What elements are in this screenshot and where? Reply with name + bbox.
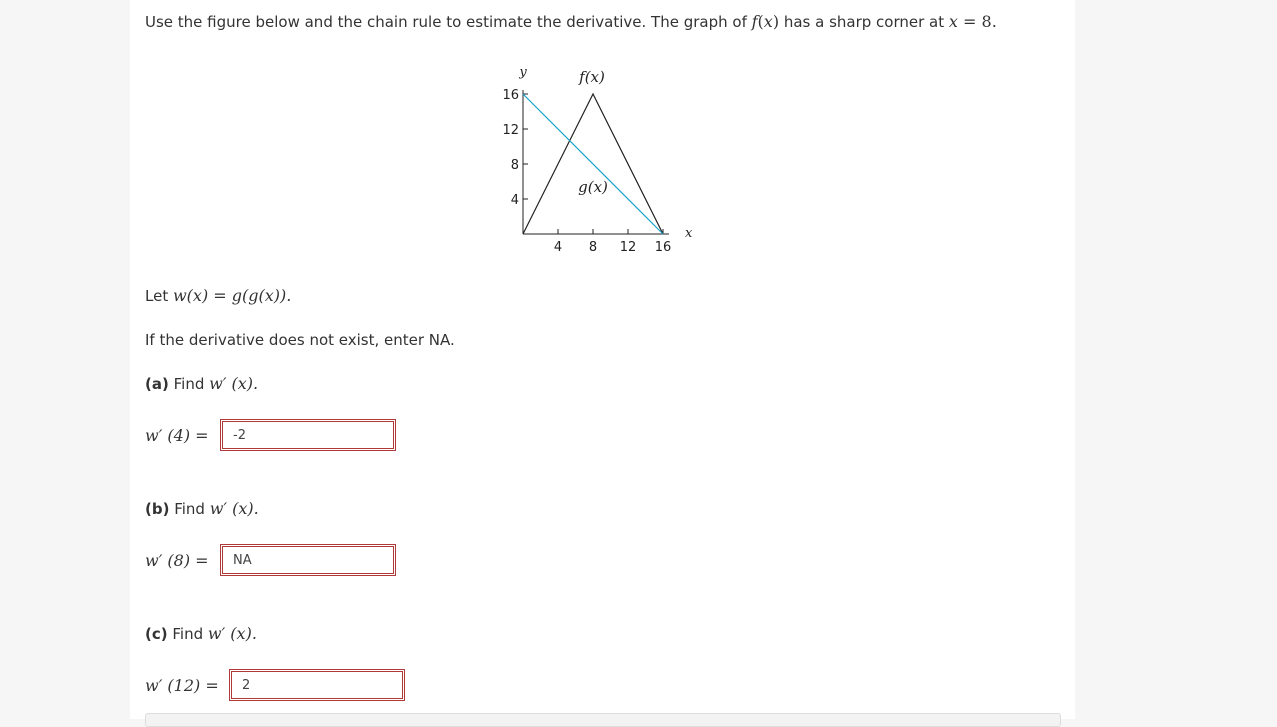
part-a-answer-row — [145, 419, 209, 451]
part-b-prompt — [145, 499, 259, 519]
part-c-find-text: Find — [167, 625, 208, 643]
part-b-find-text: Find — [169, 500, 210, 518]
part-a-find-math: w′ (x). — [209, 374, 259, 393]
y-tick-label: 4 — [510, 193, 519, 208]
y-tick-label: 12 — [502, 123, 519, 138]
let-statement — [145, 286, 291, 306]
part-a-prompt — [145, 374, 258, 394]
x-tick-label: 4 — [553, 240, 563, 255]
part-a-answer-label: w′ (4) = — [145, 425, 209, 445]
f-series-label: f(x) — [579, 68, 605, 86]
x-tick-label: 12 — [619, 240, 637, 255]
function-graph — [490, 58, 710, 263]
let-prefix: Let — [145, 287, 173, 305]
part-c-answer-frame — [229, 669, 405, 701]
part-c-prompt — [145, 624, 257, 644]
part-a-answer-frame — [220, 419, 396, 451]
intro-f: f — [751, 12, 758, 31]
part-a-find-text: Find — [168, 375, 210, 393]
part-c-answer-row — [145, 669, 219, 701]
next-section-bar — [145, 713, 1061, 727]
part-b-find-math: w′ (x). — [209, 499, 259, 518]
part-b-answer-input[interactable] — [222, 546, 394, 574]
part-b-answer-label: w′ (8) = — [145, 550, 209, 570]
intro-var: x — [763, 12, 773, 31]
intro-mid: has a sharp corner at — [779, 13, 949, 31]
part-c-find-math: w′ (x). — [207, 624, 257, 643]
part-c-answer-label: w′ (12) = — [145, 675, 219, 695]
series-line — [523, 94, 663, 234]
intro-paren-close: ) — [772, 12, 780, 31]
graph-axes — [523, 90, 669, 234]
graph-series — [523, 94, 663, 234]
y-axis-label: y — [519, 65, 527, 80]
let-math: w(x) = g(g(x)). — [172, 286, 292, 305]
y-tick-label: 16 — [502, 88, 519, 103]
intro-sentence — [145, 12, 997, 32]
x-tick-label: 16 — [654, 240, 672, 255]
intro-paren-open: ( — [757, 12, 764, 31]
part-b-answer-row — [145, 544, 209, 576]
intro-x: x — [948, 12, 958, 31]
part-a-label: (a) — [145, 375, 169, 393]
x-tick-label: 8 — [588, 240, 598, 255]
part-a-answer-input[interactable] — [222, 421, 394, 449]
x-axis-label: x — [685, 226, 693, 241]
y-tick-label: 8 — [510, 158, 519, 173]
intro-text: Use the figure below and the chain rule to estimate the derivative. The graph of — [145, 13, 752, 31]
part-c-answer-input[interactable] — [231, 671, 403, 699]
part-b-label: (b) — [145, 500, 170, 518]
na-note: If the derivative does not exist, enter NA. — [145, 331, 455, 349]
graph-labels — [502, 65, 693, 255]
part-b-answer-frame — [220, 544, 396, 576]
part-c-label: (c) — [145, 625, 168, 643]
g-series-label: g(x) — [578, 178, 608, 196]
problem-page — [130, 0, 1075, 719]
intro-eq: = 8. — [957, 12, 997, 31]
